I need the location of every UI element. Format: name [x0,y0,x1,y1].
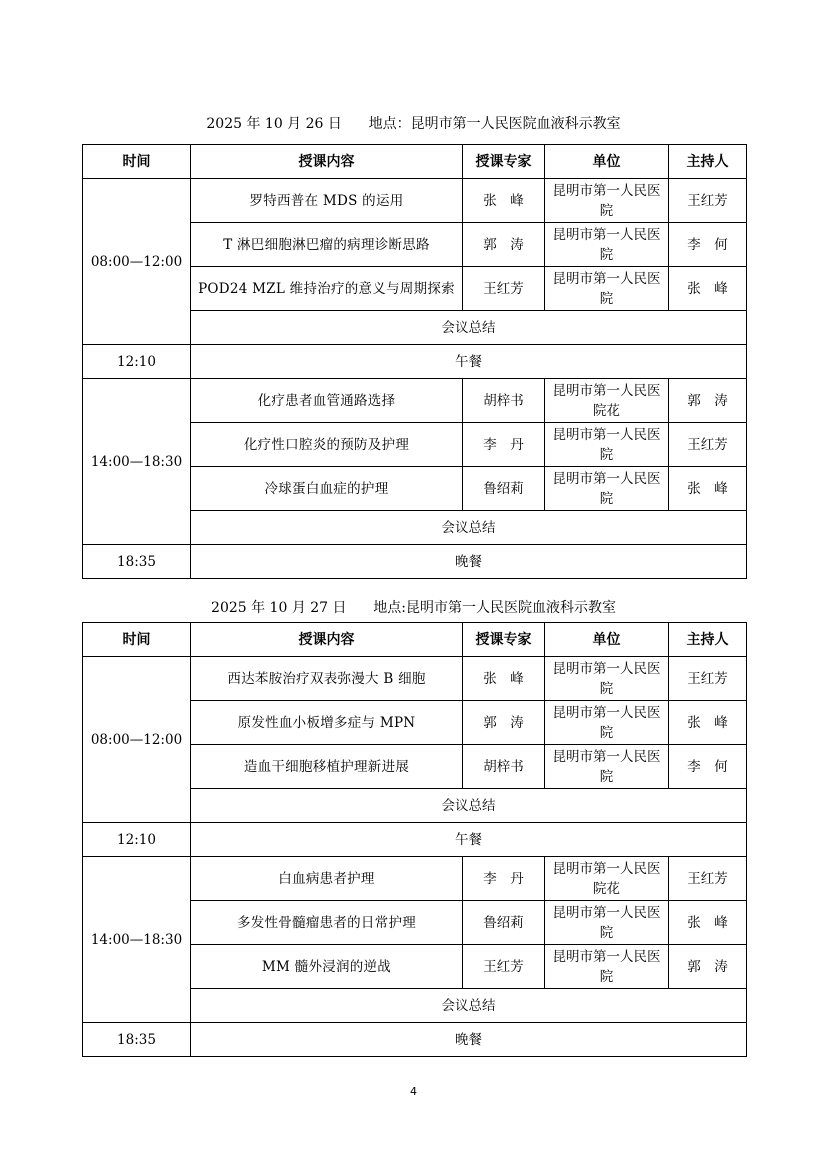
talk-topic: 白血病患者护理 [191,857,463,901]
talk-host: 王红芳 [669,179,747,223]
talk-unit: 昆明市第一人民医院 [545,179,669,223]
talk-topic: 化疗患者血管通路选择 [191,379,463,423]
table-row [83,179,747,223]
column-header-host: 主持人 [669,145,747,179]
table-row [83,857,747,901]
talk-host: 张 峰 [669,267,747,311]
morning-summary: 会议总结 [191,311,747,345]
talk-speaker: 李 丹 [463,423,545,467]
talk-topic: 冷球蛋白血症的护理 [191,467,463,511]
lunch-label: 午餐 [191,345,747,379]
dinner-time: 18:35 [83,1023,191,1057]
morning-summary: 会议总结 [191,789,747,823]
talk-host: 李 何 [669,745,747,789]
talk-topic: MM 髓外浸润的逆战 [191,945,463,989]
talk-unit: 昆明市第一人民医院 [545,657,669,701]
talk-speaker: 张 峰 [463,657,545,701]
talk-unit: 昆明市第一人民医院 [545,423,669,467]
afternoon-summary: 会议总结 [191,989,747,1023]
talk-host: 王红芳 [669,857,747,901]
talk-topic: 罗特西普在 MDS 的运用 [191,179,463,223]
table-row [83,823,747,857]
talk-host: 王红芳 [669,423,747,467]
time-slot-afternoon: 14:00—18:30 [83,857,191,1023]
talk-unit: 昆明市第一人民医院 [545,901,669,945]
talk-unit: 昆明市第一人民医院 [545,267,669,311]
dinner-time: 18:35 [83,545,191,579]
talk-host: 张 峰 [669,701,747,745]
page-number: 4 [410,1085,417,1098]
session-1-heading: 2025 年 10 月 26 日 地点：昆明市第一人民医院血液科示教室 [206,116,621,132]
column-header-speaker: 授课专家 [463,145,545,179]
session-2-schedule-table [82,622,747,1057]
table-header-row [83,623,747,657]
column-header-unit: 单位 [545,623,669,657]
talk-host: 郭 涛 [669,945,747,989]
talk-speaker: 李 丹 [463,857,545,901]
column-header-topic: 授课内容 [191,623,463,657]
talk-unit: 昆明市第一人民医院 [545,945,669,989]
column-header-host: 主持人 [669,623,747,657]
talk-unit: 昆明市第一人民医院花 [545,857,669,901]
talk-unit: 昆明市第一人民医院花 [545,379,669,423]
table-row [83,657,747,701]
talk-topic: 化疗性口腔炎的预防及护理 [191,423,463,467]
table-row [83,545,747,579]
time-slot-afternoon: 14:00—18:30 [83,379,191,545]
talk-host: 李 何 [669,223,747,267]
talk-speaker: 鲁绍莉 [463,467,545,511]
talk-topic: 西达苯胺治疗双表弥漫大 B 细胞 [191,657,463,701]
column-header-time: 时间 [83,623,191,657]
talk-speaker: 郭 涛 [463,223,545,267]
talk-host: 王红芳 [669,657,747,701]
talk-speaker: 胡梓书 [463,745,545,789]
time-slot-morning: 08:00—12:00 [83,657,191,823]
table-row [83,345,747,379]
column-header-topic: 授课内容 [191,145,463,179]
table-row [83,1023,747,1057]
column-header-speaker: 授课专家 [463,623,545,657]
talk-topic: 造血干细胞移植护理新进展 [191,745,463,789]
table-header-row [83,145,747,179]
column-header-time: 时间 [83,145,191,179]
talk-topic: 多发性骨髓瘤患者的日常护理 [191,901,463,945]
talk-topic: 原发性血小板增多症与 MPN [191,701,463,745]
talk-speaker: 王红芳 [463,267,545,311]
talk-host: 张 峰 [669,901,747,945]
talk-host: 张 峰 [669,467,747,511]
talk-speaker: 郭 涛 [463,701,545,745]
table-row [83,379,747,423]
talk-unit: 昆明市第一人民医院 [545,467,669,511]
lunch-time: 12:10 [83,823,191,857]
talk-speaker: 王红芳 [463,945,545,989]
talk-speaker: 胡梓书 [463,379,545,423]
talk-speaker: 张 峰 [463,179,545,223]
talk-unit: 昆明市第一人民医院 [545,701,669,745]
lunch-time: 12:10 [83,345,191,379]
talk-host: 郭 涛 [669,379,747,423]
column-header-unit: 单位 [545,145,669,179]
session-2-heading: 2025 年 10 月 27 日 地点:昆明市第一人民医院血液科示教室 [211,600,616,616]
talk-speaker: 鲁绍莉 [463,901,545,945]
talk-unit: 昆明市第一人民医院 [545,223,669,267]
afternoon-summary: 会议总结 [191,511,747,545]
session-1-schedule-table [82,144,747,579]
talk-topic: POD24 MZL 维持治疗的意义与周期探索 [191,267,463,311]
talk-topic: T 淋巴细胞淋巴瘤的病理诊断思路 [191,223,463,267]
lunch-label: 午餐 [191,823,747,857]
talk-unit: 昆明市第一人民医院 [545,745,669,789]
time-slot-morning: 08:00—12:00 [83,179,191,345]
dinner-label: 晚餐 [191,1023,747,1057]
dinner-label: 晚餐 [191,545,747,579]
